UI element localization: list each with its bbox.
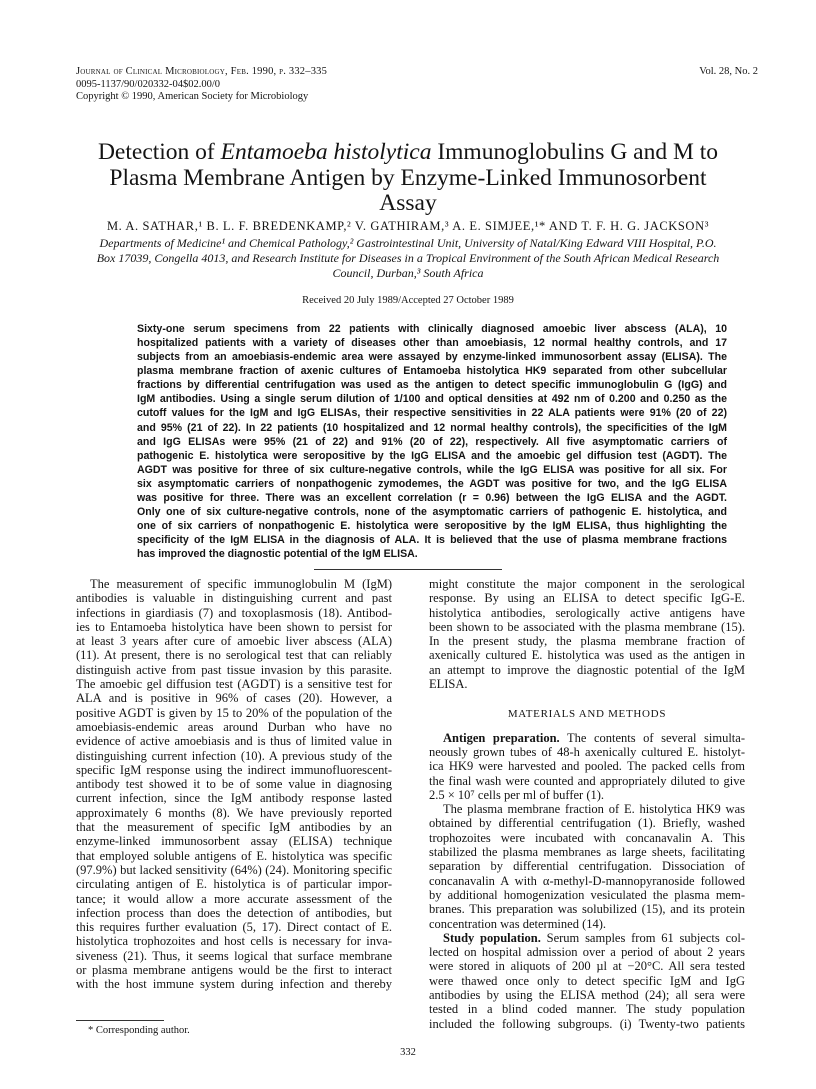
text-line: concanavalin A with α-methyl-D-mannopyranoside followed: [429, 873, 745, 888]
text-line: antibodies by using the ELISA method (24); all sera were: [429, 988, 745, 1003]
article-title: [90, 140, 726, 217]
text-line: ica HK9 were harvested and pooled. The packed cells from: [429, 759, 745, 774]
author-list: M. A. SATHAR,¹ B. L. F. BREDENKAMP,² V. GATHIRAM,³ A. E. SIMJEE,¹* AND T. F. H. G. JACKSON³: [106, 219, 710, 233]
text-line: ies to Entamoeba histolytica have been shown to persist for: [76, 619, 392, 634]
abstract: [137, 322, 727, 561]
text-line: The contents of several simulta-: [559, 730, 745, 745]
text-line: were stored in aliquots of 200 µl at −20°C. All sera tested: [429, 959, 745, 974]
text-line: histolytica trophozoites and host cells is necessary for inva-: [76, 934, 392, 949]
text-line: has improved the diagnostic potential of the IgM ELISA.: [137, 548, 418, 561]
running-header: [76, 66, 758, 104]
text-line: The measurement of specific immunoglobulin M (IgM): [90, 577, 392, 591]
article-code: 0095-1137/90/020332-04$02.00/0: [76, 78, 220, 90]
membrane-paragraph: [429, 802, 745, 931]
text-line: Serum samples from 61 subjects col-: [540, 930, 745, 945]
text-line: the final wash were counted and appropriately diluted to give: [429, 773, 745, 788]
text-line: separation by differential centrifugation. Dissociation of: [429, 859, 745, 874]
page-number: 332: [400, 1047, 416, 1058]
affiliations: Departments of Medicine¹ and Chemical Pathology,² Gastrointestinal Unit, University of Natal/King Edward VIII Hospital, P.O. Box 17039, Congella 4013, and Research Institute for Diseases in a Tropical Environment of the South African Medical Research Council, Durban,³ South Africa: [96, 236, 720, 280]
text-line: infection process than does the detection of antibodies, but: [76, 905, 392, 920]
copyright-line: Copyright © 1990, American Society for Microbiology: [76, 91, 309, 102]
text-line: an attempt to improve the diagnostic potential of the IgM: [429, 662, 745, 677]
text-line: included the following subgroups. (i) Twenty-two patients: [429, 1016, 745, 1031]
section-heading: MATERIALS AND METHODS: [507, 708, 667, 721]
text-line: specific IgM response using the indirect immunofluorescent-: [76, 762, 392, 777]
text-line: distinguish active from past tissue invasion by this parasite.: [76, 662, 392, 677]
text-line: concentration was determined (14).: [429, 916, 607, 931]
text-line: antibodies is valuable in distinguishing current and past: [76, 591, 392, 606]
text-line: been shown to be associated with the plasma membrane (15).: [429, 619, 745, 634]
text-line: IgM antibodies. Using a single serum dilution of 1/100 and optical densities at 492 nm of 0.200 and 0.250 as the: [137, 393, 727, 406]
journal-citation: Journal of Clinical Microbiology, Feb. 1990, p. 332–335: [76, 66, 328, 77]
text-line: infections in giardiasis (7) and toxoplasmosis (18). Antibod-: [76, 605, 392, 620]
text-line: trophozoites were incubated with concanavalin A. This: [429, 830, 745, 845]
volume-number: Vol. 28, No. 2: [699, 66, 758, 77]
text-line: pathogenic E. histolytica were seropositive by the IgG ELISA and the amoebic gel diffusion test (AGDT). The: [137, 449, 727, 462]
paragraph-run-in-heading: Study population.: [443, 930, 541, 945]
text-line: and 95% (21 of 22). In 22 patients (10 hospitalized and 12 normal healthy controls), the specificities of the IgM: [137, 421, 727, 434]
text-line: siveness (21). Thus, it seems logical that surface membrane: [76, 948, 392, 963]
text-line: approximately 6 months (8). We have previously reported: [76, 805, 392, 820]
text-line: current infection, since the IgM antibody response lasted: [76, 791, 392, 806]
text-line: that employed soluble antigens of E. histolytica was specific: [76, 848, 392, 863]
text-line: response. By using an ELISA to detect specific IgG-E.: [429, 591, 745, 606]
intro-continuation: [429, 577, 745, 691]
text-line: AGDT was positive for three of six culture-negative controls, while the IgG ELISA was positive for all six. For: [137, 463, 727, 476]
text-line: with the host immune system during infection and thereby: [76, 977, 392, 992]
text-line: or plasma membrane antigens would be the first to interact: [76, 963, 392, 978]
text-line: hospitalized patients with a variety of diseases other than amoebiasis, 12 normal healthy controls, and 17: [137, 337, 727, 350]
text-line: tance; it would allow a more accurate assessment of the: [76, 891, 392, 906]
text-line: evidence of active amoebiasis and is thus of limited value in: [76, 734, 392, 749]
text-line: might constitute the major component in the serological: [429, 577, 745, 591]
text-line: six asymptomatic carriers of nonpathogenic zymodemes, the AGDT was positive for two, and the IgG ELISA: [137, 477, 727, 490]
text-line: branes. This preparation was solubilized (15), and its protein: [429, 902, 745, 917]
text-line: In the present study, the plasma membrane fraction of: [429, 634, 745, 649]
right-column: [429, 577, 745, 1031]
text-line: this requires further evaluation (5, 17). Direct contact of E.: [76, 920, 392, 935]
text-line: subjects from an amoebiasis-endemic area were assayed by enzyme-linked immunosorbent assay (ELISA). The: [137, 351, 727, 364]
paragraph-run-in-heading: Antigen preparation.: [443, 730, 560, 745]
title-post: Immunoglobulins G and M to Plasma Membrane Antigen by Enzyme-Linked Immunosorbent Assay: [109, 139, 719, 216]
text-line: Only one of six culture-negative controls, none of the asymptomatic carriers of pathogenic E. histolytica, and: [137, 506, 727, 519]
study-paragraph: [429, 931, 745, 1031]
text-line: (97.9%) but lacked sensitivity (64%) (24). Monitoring specific: [76, 862, 392, 877]
title-pre: Detection of: [97, 139, 221, 165]
text-line: ELISA.: [429, 677, 468, 692]
received-dates: Received 20 July 1989/Accepted 27 October 1989: [302, 295, 514, 306]
text-line: Sixty-one serum specimens from 22 patients with clinically diagnosed amoebic liver abscess (ALA), 10: [137, 323, 727, 335]
footnote-divider: [76, 1020, 164, 1021]
text-line: ALA and is positive in 96% of cases (20). However, a: [76, 691, 392, 706]
text-line: at least 3 years after cure of amoebic liver abscess (ALA): [76, 634, 392, 649]
text-line: fractions by differential centrifugation was used as the antigen to detect specific immunoglobulin G (IgG) and: [137, 379, 727, 392]
text-line: tested in a blind coded manner. The study population: [429, 1002, 745, 1017]
text-line: lected on hospital admission over a period of about 2 years: [429, 945, 745, 960]
text-line: (11). At present, there is no serological test that can reliably: [76, 648, 392, 663]
text-line: obtained by differential centrifugation (1). Briefly, washed: [429, 816, 745, 831]
text-line: specificity of the IgM ELISA in the diagnosis of ALA. It is believed that the use of plasma membrane fractions: [137, 534, 727, 547]
text-line: and IgG ELISAs were 95% (21 of 22) and 91% (20 of 22), respectively. All five asymptomatic carriers of: [137, 435, 727, 448]
text-line: 2.5 × 10⁷ cells per ml of buffer (1).: [429, 787, 605, 802]
text-line: amoebiasis-endemic areas around Durban who have no: [76, 719, 392, 734]
text-line: circulating antigen of E. histolytica is of particular impor-: [76, 877, 392, 892]
text-line: stabilized the plasma membranes as large sheets, facilitating: [429, 845, 745, 860]
title-organism: Entamoeba histolytica: [220, 139, 432, 165]
text-line: histolytica antibodies, serologically active antigens have: [429, 605, 745, 620]
text-line: antibody test showed it to be of some value in diagnosing: [76, 777, 392, 792]
text-line: The plasma membrane fraction of E. histolytica HK9 was: [443, 802, 745, 817]
text-line: neously grown tubes of 48-h axenically cultured E. histolyt-: [429, 744, 745, 759]
text-line: positive AGDT is given by 15 to 20% of the population of the: [76, 705, 392, 720]
text-line: were thawed once only to detect specific IgM and IgG: [429, 973, 745, 988]
text-line: cutoff values for the IgM and IgG ELISAs, their respective sensitivities in 22 ALA patients were 91% (20 of 22): [137, 407, 727, 420]
text-line: one of six carriers of nonpathogenic E. histolytica were seropositive by the IgM ELISA, thus highlighting the: [137, 520, 727, 533]
text-line: that the measurement of specific IgM antibodies by an: [76, 820, 392, 835]
text-line: The amoebic gel diffusion test (AGDT) is a sensitive test for: [76, 677, 392, 692]
text-line: by additional homogenization vesiculated the plasma mem-: [429, 887, 745, 902]
antigen-paragraph: [429, 731, 745, 802]
left-column: [76, 577, 392, 992]
text-line: axenically cultured E. histolytica was used as the antigen in: [429, 648, 745, 663]
abstract-divider: [314, 569, 502, 570]
text-line: plasma membrane fraction of axenic cultures of Entamoeba histolytica HK9 separated from other subcellular: [137, 365, 727, 378]
footnote: * Corresponding author.: [88, 1025, 190, 1036]
text-line: enzyme-linked immunosorbent assay (ELISA) technique: [76, 834, 392, 849]
text-line: distinguishing current infection (10). A previous study of the: [76, 748, 392, 763]
text-line: was positive for three. There was an excellent correlation (r = 0.96) between the IgG ELISA and the AGDT.: [137, 491, 727, 504]
